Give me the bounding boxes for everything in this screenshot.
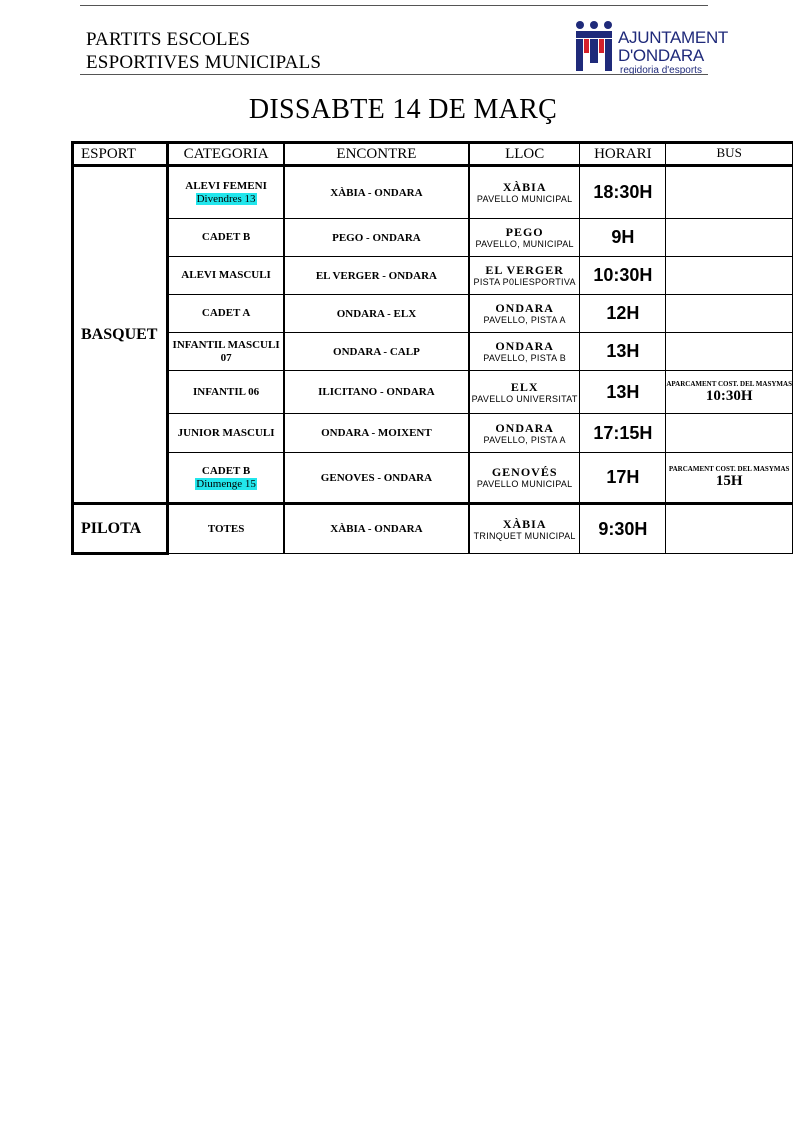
table-row xyxy=(73,295,793,333)
lloc-cell xyxy=(469,257,580,295)
categoria-cell xyxy=(168,166,284,219)
lloc-cell xyxy=(469,166,580,219)
lloc-name: XÀBIA xyxy=(502,516,547,531)
horari-cell: 13H xyxy=(580,333,666,371)
encontre-cell: XÀBIA - ONDARA xyxy=(284,504,469,554)
sport-pilota: PILOTA xyxy=(73,504,168,554)
header-lloc: LLOC xyxy=(469,143,580,166)
lloc-venue: PAVELLO, PISTA A xyxy=(483,434,566,445)
date-highlight: Diumenge 15 xyxy=(196,477,256,490)
table-header-row xyxy=(73,143,793,166)
lloc-venue: TRINQUET MUNICIPAL xyxy=(473,530,576,541)
categoria-cell: JUNIOR MASCULI xyxy=(168,414,284,453)
header-categoria: CATEGORIA xyxy=(168,143,284,166)
header-line-2: ESPORTIVES MUNICIPALS xyxy=(86,52,322,73)
lloc-cell xyxy=(469,219,580,257)
lloc-name: ONDARA xyxy=(495,301,554,315)
horari-cell: 12H xyxy=(580,295,666,333)
bus-cell xyxy=(666,295,793,333)
logo-line-3: regidoria d'esports xyxy=(620,65,702,76)
encontre-cell: ONDARA - ELX xyxy=(284,295,469,333)
ajuntament-logo xyxy=(574,20,734,78)
top-rule xyxy=(80,5,708,6)
header-encontre: ENCONTRE xyxy=(284,143,469,166)
lloc-venue: PAVELLO, MUNICIPAL xyxy=(475,239,574,249)
categoria-label: CADET B xyxy=(201,464,251,477)
horari-cell: 9H xyxy=(580,219,666,257)
table-row xyxy=(73,414,793,453)
horari-cell: 10:30H xyxy=(580,257,666,295)
bus-pickup-note: APARCAMENT COST. DEL MASYMAS xyxy=(666,379,792,388)
lloc-cell xyxy=(469,453,580,504)
bus-cell xyxy=(666,166,793,219)
header-rule xyxy=(80,74,708,75)
bus-cell xyxy=(666,371,793,414)
lloc-name: XÀBIA xyxy=(502,180,547,194)
lloc-name: EL VERGER xyxy=(485,263,564,277)
lloc-cell xyxy=(469,504,580,554)
categoria-cell: CADET A xyxy=(168,295,284,333)
logo-line-2: D'ONDARA xyxy=(618,46,704,65)
lloc-name: PEGO xyxy=(505,225,544,239)
lloc-venue: PAVELLO, PISTA A xyxy=(483,315,566,325)
header-horari: HORARI xyxy=(580,143,666,166)
bus-cell xyxy=(666,257,793,295)
lloc-venue: PAVELLO MUNICIPAL xyxy=(476,479,573,489)
lloc-cell xyxy=(469,333,580,371)
lloc-venue: PISTA P0LIESPORTIVA xyxy=(473,277,576,287)
categoria-cell: ALEVI MASCULI xyxy=(168,257,284,295)
bus-cell xyxy=(666,414,793,453)
encontre-cell: PEGO - ONDARA xyxy=(284,219,469,257)
categoria-label: ALEVI FEMENI xyxy=(185,179,267,192)
sport-basquet: BASQUET xyxy=(73,166,168,504)
horari-cell: 17:15H xyxy=(580,414,666,453)
encontre-cell: ONDARA - CALP xyxy=(284,333,469,371)
bus-cell xyxy=(666,504,793,554)
encontre-cell: GENOVES - ONDARA xyxy=(284,453,469,504)
table-row xyxy=(73,504,793,554)
bus-cell xyxy=(666,219,793,257)
bus-time: 15H xyxy=(715,473,743,489)
categoria-cell: CADET B xyxy=(168,219,284,257)
table-row xyxy=(73,333,793,371)
bus-cell xyxy=(666,453,793,504)
table-row xyxy=(73,453,793,504)
encontre-cell: ILICITANO - ONDARA xyxy=(284,371,469,414)
table-row xyxy=(73,219,793,257)
bus-pickup-note: PARCAMENT COST. DEL MASYMAS xyxy=(668,465,790,473)
horari-cell: 9:30H xyxy=(580,504,666,554)
lloc-name: ONDARA xyxy=(495,420,554,435)
encontre-cell: EL VERGER - ONDARA xyxy=(284,257,469,295)
lloc-cell xyxy=(469,295,580,333)
bus-time: 10:30H xyxy=(705,387,753,404)
date-highlight: Divendres 13 xyxy=(196,192,256,205)
lloc-venue: PAVELLO MUNICIPAL xyxy=(476,194,573,204)
lloc-name: ELX xyxy=(510,379,539,394)
people-emblem-icon xyxy=(574,20,614,74)
schedule-table xyxy=(71,141,793,555)
categoria-cell: TOTES xyxy=(168,504,284,554)
lloc-cell xyxy=(469,371,580,414)
lloc-name: GENOVÉS xyxy=(491,465,558,479)
header-bus: BUS xyxy=(666,143,793,166)
encontre-cell: ONDARA - MOIXENT xyxy=(284,414,469,453)
bus-cell xyxy=(666,333,793,371)
lloc-name: ONDARA xyxy=(495,339,554,353)
logo-text xyxy=(618,29,728,77)
lloc-venue: PAVELLO, PISTA B xyxy=(483,353,567,363)
lloc-venue: PAVELLO UNIVERSITAT xyxy=(471,393,578,404)
header-line-1: PARTITS ESCOLES xyxy=(86,29,251,50)
horari-cell: 18:30H xyxy=(580,166,666,219)
table-row xyxy=(73,371,793,414)
encontre-cell: XÀBIA - ONDARA xyxy=(284,166,469,219)
table-row xyxy=(73,166,793,219)
table-row xyxy=(73,257,793,295)
horari-cell: 17H xyxy=(580,453,666,504)
categoria-cell: INFANTIL MASCULI 07 xyxy=(168,333,284,371)
logo-line-1: AJUNTAMENT xyxy=(618,28,729,47)
lloc-cell xyxy=(469,414,580,453)
categoria-cell xyxy=(168,453,284,504)
document-header xyxy=(86,28,321,74)
page-title: DISSABTE 14 DE MARÇ xyxy=(248,94,558,125)
header-esport: ESPORT xyxy=(73,143,168,166)
categoria-cell: INFANTIL 06 xyxy=(168,371,284,414)
horari-cell: 13H xyxy=(580,371,666,414)
